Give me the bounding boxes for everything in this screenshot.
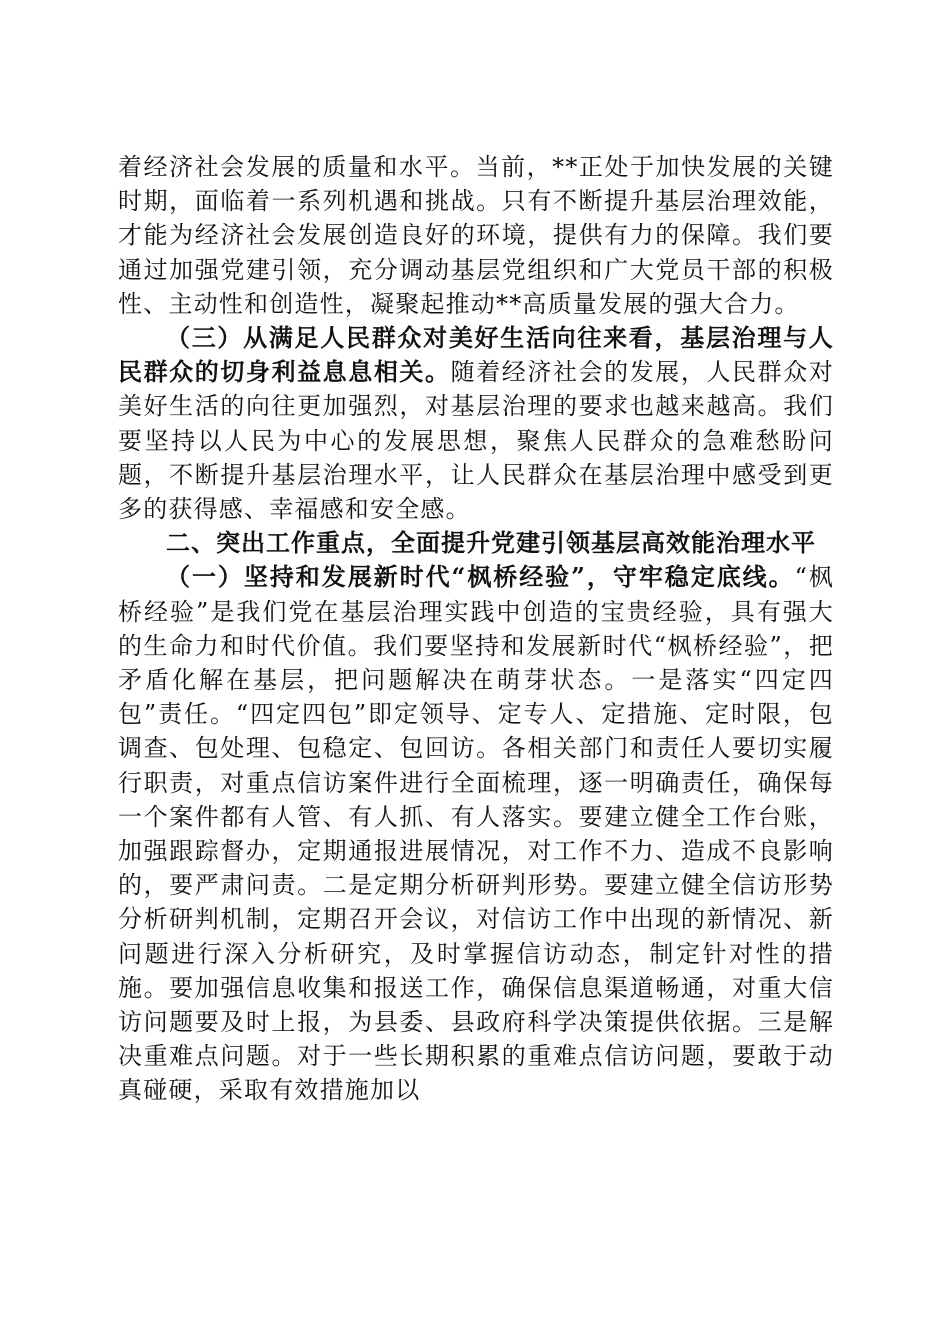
section-three-lead: （三）从满足人民群众对美好生活向往来看，基层治理与人民群众的切身利益息息相关。: [118, 323, 834, 387]
section-three-paragraph: [118, 321, 834, 526]
section-three-body: 随着经济社会的发展，人民群众对美好生活的向往更加强烈，对基层治理的要求也越来越高。我们要坚持以人民为中心的发展思想，聚焦人民群众的急难愁盼问题，不断提升基层治理水平，让人民群众在基层治理中感受到更多的获得感、幸福感和安全感。: [118, 358, 834, 524]
subsection-one-body: “枫桥经验”是我们党在基层治理实践中创造的宝贵经验，具有强大的生命力和时代价值。我们要坚持和发展新时代“枫桥经验”，把矛盾化解在基层，把问题解决在萌芽状态。一是落实“四定四包”责任。“四定四包”即定领导、定专人、定措施、定时限，包调查、包处理、包稳定、包回访。各相关部门和责任人要切实履行职责，对重点信访案件进行全面梳理，逐一明确责任，确保每一个案件都有人管、有人抓、有人落实。要建立健全工作台账，加强跟踪督办，定期通报进展情况，对工作不力、造成不良影响的，要严肃问责。二是定期分析研判形势。要建立健全信访形势分析研判机制，定期召开会议，对信访工作中出现的新情况、新问题进行深入分析研究，及时掌握信访动态，制定针对性的措施。要加强信息收集和报送工作，确保信息渠道畅通，对重大信访问题要及时上报，为县委、县政府科学决策提供依据。三是解决重难点问题。对于一些长期积累的重难点信访问题，要敢于动真碰硬，采取有效措施加以: [118, 563, 835, 1105]
subsection-one-paragraph: [118, 560, 834, 1107]
subsection-one-lead: （一）坚持和发展新时代“枫桥经验”，守牢稳定底线。: [166, 562, 795, 592]
document-page: [118, 150, 834, 1108]
section-heading-two: 二、突出工作重点，全面提升党建引领基层高效能治理水平: [166, 529, 816, 558]
paragraph-continued: 着经济社会发展的质量和水平。当前，**正处于加快发展的关键时期，面临着一系列机遇和挑战。只有不断提升基层治理效能，才能为经济社会发展创造良好的环境，提供有力的保障。我们要通过加强党建引领，充分调动基层党组织和广大党员干部的积极性、主动性和创造性，凝聚起推动**高质量发展的强大合力。: [118, 153, 834, 318]
